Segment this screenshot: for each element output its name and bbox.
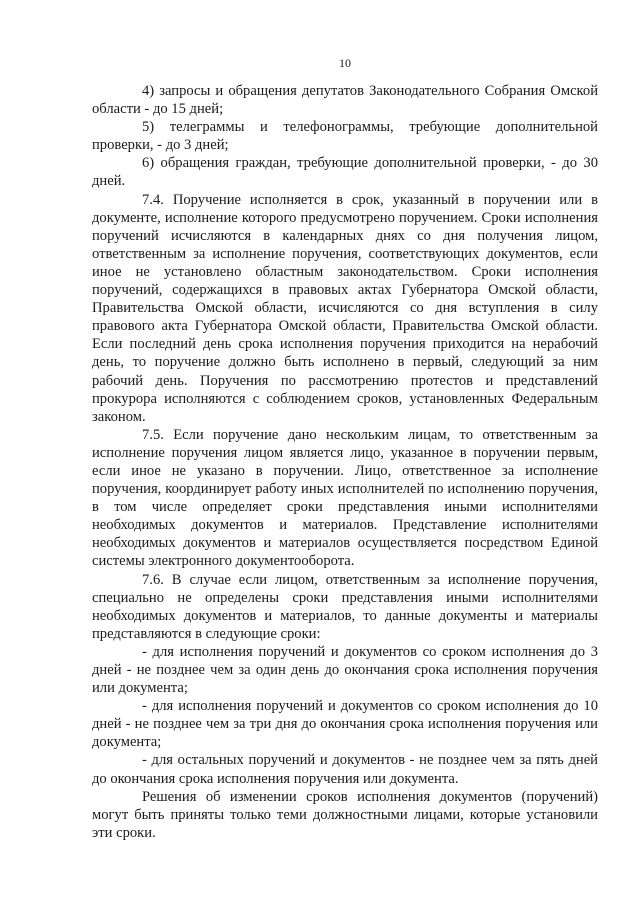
paragraph-item-6: 6) обращения граждан, требующие дополнительной проверки, - до 30 дней. [92,155,598,190]
paragraph-deadline-changes: Решения об изменении сроков исполнения документов (поручений) могут быть приняты только теми должностными лицами, которые установили эти сроки. [92,788,598,841]
page-number: 10 [339,56,351,70]
paragraph-7-4: 7.4. Поручение исполняется в срок, указанный в поручении или в документе, исполнение которого предусмотрено поручением. Сроки исполнения поручений исчисляются в календарных днях со дня получения лицом, ответственным за исполнение поручения, соответствующих документов, если иное не установлено областным законодательством. Сроки исполнения поручений, содержащихся в правовых актах Губернатора Омской области, Правительства Омской области, исчисляются со дня вступления в силу правового акта Губернатора Омской области, Правительства Омской области. Если последний день срока исполнения поручения приходится на нерабочий день, то поручение должно быть исполнено в первый, следующий за ним рабочий день. Поручения по рассмотрению протестов и представлений прокурора исполняются с соблюдением сроков, установленных Федеральным законом. [92,191,598,425]
paragraph-deadline-3-days: - для исполнения поручений и документов со сроком исполнения до 3 дней - не позднее чем за один день до окончания срока исполнения поручения или документа; [92,643,598,697]
paragraph-item-5: 5) телеграммы и телефонограммы, требующие дополнительной проверки, - до 3 дней; [92,119,598,154]
paragraph-deadline-10-days: - для исполнения поручений и документов со сроком исполнения до 10 дней - не позднее чем за три дня до окончания срока исполнения поручения или документа; [92,698,598,751]
paragraph-7-6: 7.6. В случае если лицом, ответственным за исполнение поручения, специально не определены сроки представления иными исполнителями необходимых документов и материалов, то данные документы и материалы представляются в следующие сроки: [92,571,598,642]
paragraph-item-4: 4) запросы и обращения депутатов Законодательного Собрания Омской области - до 15 дней; [92,83,598,118]
document-body [92,82,598,842]
paragraph-7-5: 7.5. Если поручение дано нескольким лицам, то ответственным за исполнение поручения лицом является лицо, указанное в поручении первым, если иное не указано в поручении. Лицо, ответственное за исполнение поручения, координирует работу иных исполнителей по исполнению поручения, в том числе определяет сроки представления иными исполнителями необходимых документов и материалов. Представление исполнителями необходимых документов и материалов осуществляется посредством Единой системы электронного документооборота. [92,426,598,570]
paragraph-deadline-other: - для остальных поручений и документов - не позднее чем за пять дней до окончания срока исполнения поручения или документа. [92,752,598,787]
